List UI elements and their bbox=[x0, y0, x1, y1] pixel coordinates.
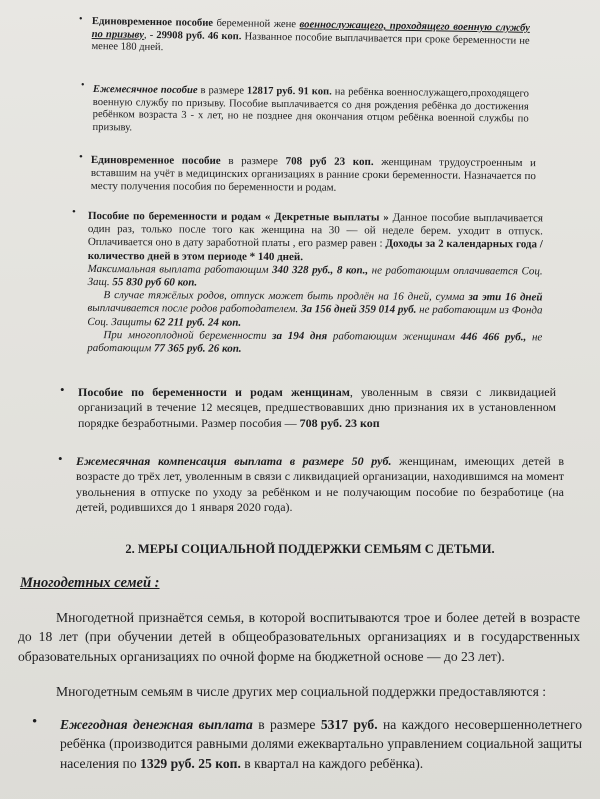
item-early-registration-allowance: Единовременное пособие в размере 708 руб 23 коп. женщинам трудоустроенным и вставшим на учёт в медицинских организациях в ранние сроки беременности. Назначается по месту получения пособия по беременности и родам. bbox=[90, 154, 536, 194]
paragraph-definition: Многодетной признаётся семья, в которой воспитываются трое и более детей в возрасте до 18 лет (при обучении детей в общеобразовательных организациях и в государственных образовательных организациях по очной форме на бюджетной основе — до 23 лет). bbox=[18, 610, 580, 664]
subheading-large-families: Многодетных семей : bbox=[20, 575, 160, 591]
item-monthly-compensation: Ежемесячная компенсация выплата в размере 50 руб. женщинам, имеющих детей в возрасте до трёх лет, уволенным в связи с ликвидацией организации, находившимся на момент увольнения в отпуске по уходу за ребёнком и не получающим пособие по безработице (на детей, родившихся до 1 января 2020 года). bbox=[76, 454, 564, 515]
bullet-icon: • bbox=[81, 80, 85, 91]
bullet-icon: • bbox=[32, 714, 38, 730]
bullet-icon: • bbox=[72, 206, 76, 218]
bullet-icon: • bbox=[79, 151, 83, 163]
item-maternity-benefit: Пособие по беременности и родам « Декретные выплаты » Данное пособие выплачивается один раз, только после того как женщина на 30 — ой неделе берем. уходит в отпуск. Оплачивается оно в дату заработной платы , его размер равен : Доходы за 2 календарных года / количество дней в этом периоде * 140 дней. Максимальная выплата работающим 340 328 руб., 8 коп., не работающим оплачивается Соц. Защ. 55 830 руб 60 коп. В случае тяжёлых родов, отпуск может быть продлён на 16 дней, сумма за эти 16 дней выплачивается после родов работодателем. За 156 дней 359 014 руб. не работающим из Фонда Соц. Защиты 62 211 руб. 24 коп. При многоплодной беременности за 194 дня работающим женщинам 446 466 руб., не работающим 77 365 руб. 26 коп. bbox=[87, 210, 543, 355]
item-monthly-allowance: Ежемесячное пособие в размере 12817 руб. 91 коп. на ребёнка военнослужащего,проходящего военную службу по призыву. Пособие выплачивается со дня рождения ребёнка до достижения ребёнком возраста 3 - х лет, но не позднее дня окончания отцом ребёнка военной службы по призыву. bbox=[92, 84, 529, 133]
bullet-icon: • bbox=[79, 14, 83, 25]
bullet-icon: • bbox=[58, 451, 63, 466]
item-annual-payment: Ежегодная денежная выплата в размере 5317 руб. на каждого несовершеннолетнего ребёнка (производится равными долями ежеквартально управлением социальной защиты населения по 1329 руб. 25 коп. в квартал на каждого ребёнка). bbox=[60, 717, 582, 771]
bullet-icon: • bbox=[60, 382, 65, 397]
paragraph-measures-intro: Многодетным семьям в числе других мер социальной поддержки предоставляются : bbox=[56, 684, 547, 699]
item-military-wife-allowance: Единовременное пособие беременной жене военнослужащего, проходящего военную службу по призыву, - 29908 руб. 46 коп. Названное пособие выплачивается при сроке беременности не менее 180 дней. bbox=[91, 16, 530, 54]
section-heading: 2. МЕРЫ СОЦИАЛЬНОЙ ПОДДЕРЖКИ СЕМЬЯМ С ДЕТЬМИ. bbox=[125, 542, 495, 556]
item-liquidation-maternity-benefit: Пособие по беременности и родам женщинам, уволенным в связи с ликвидацией организаций в течение 12 месяцев, предшествовавших дню признания их в установленном порядке безработными. Размер пособия — 708 руб. 23 коп bbox=[78, 385, 556, 430]
